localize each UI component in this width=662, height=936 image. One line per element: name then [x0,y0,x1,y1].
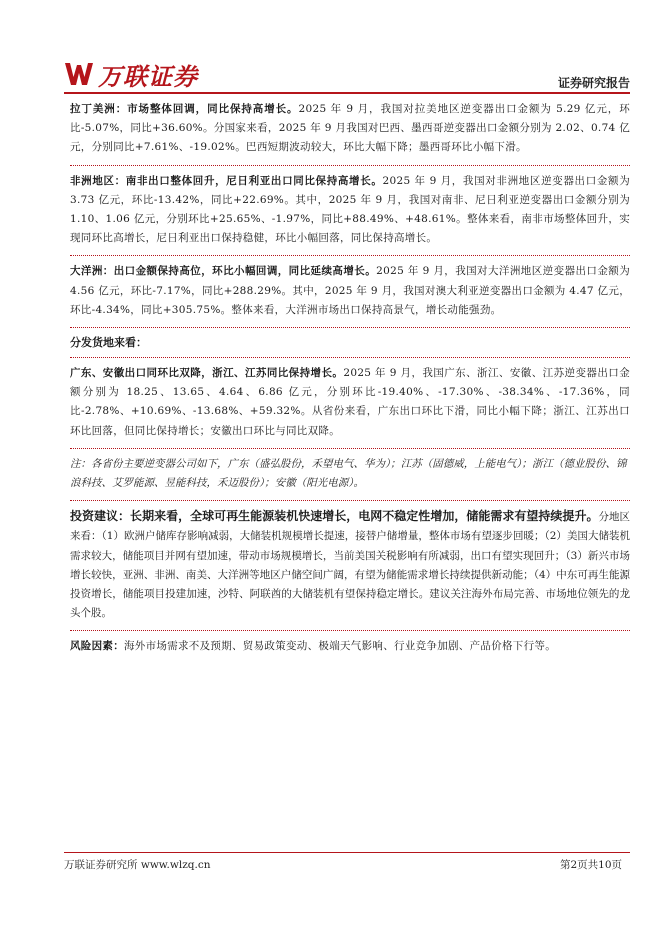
section-divider [70,357,630,358]
africa-paragraph [70,172,630,249]
page-number: 第2页共10页 [559,859,622,871]
africa-lead: 非洲地区：南非出口整体回升，尼日利亚出口同比保持高增长。 [70,174,383,187]
risk-paragraph [70,637,630,656]
provinces-body: 2025 年 9 月，我国广东、浙江、安徽、江苏逆变器出口金额分别为 18.25、13.65、4.64、6.86 亿元，分别环比-19.40%、-17.30%、-38.34%、-17.36%，同比-2.78%、+10.69%、-13.68%、+59.32%。从省份来看，广东出口环比下滑，同比小幅下降；浙江、江苏出口环比回落，但同比保持增长；安徽出口环比与同比双降。 [70,367,630,437]
footer-rule [64,852,630,853]
footer-source: 万联证券研究所 www.wlzq.cn [64,859,211,871]
wanlian-logo-icon [64,61,94,87]
company-logo [64,58,198,90]
oceania-paragraph [70,262,630,320]
logo-text: 万联证券 [98,62,198,91]
investment-body: 分地区来看：（1）欧洲户储库存影响减弱，大储装机规模增长提速，接替户储增量，整体市场有望逐步回暖；（2）美国大储装机需求较大，储能项目并网有望加速，带动市场规模增长，当前美国关税影响有所减弱，出口有望实现回升；（3）新兴市场增长较快，亚洲、非洲、南美、大洋洲等地区户储空间广阔，有望为储能需求增长持续提供新动能；（4）中东可再生能源投资增长，储能项目投建加速，沙特、阿联酋的大储装机有望保持稳定增长。建议关注海外布局完善、市场地位领先的龙头个股。 [70,511,630,620]
latam-lead: 拉丁美洲：市场整体回调，同比保持高增长。 [70,103,299,115]
section-divider [70,500,630,501]
main-content [70,100,630,657]
investment-lead: 投资建议：长期来看，全球可再生能源装机快速增长，电网不稳定性增加，储能需求有望持续提升。 [70,509,599,524]
by-origin-title: 分发货地来看： [70,336,147,350]
section-divider [70,448,630,449]
section-divider [70,165,630,166]
report-type-label: 证券研究报告 [557,76,630,90]
latam-paragraph [70,100,630,158]
province-companies-note: 注：各省份主要逆变器公司如下，广东（盛弘股份，禾望电气、华为）；江苏（固德威，上能电气）；浙江（德业股份、锦浪科技、艾罗能源、昱能科技，禾迈股份）；安徽（阳光电源）。 [70,457,627,490]
investment-paragraph [70,507,630,623]
risk-body: 海外市场需求不及预期、贸易政策变动、极端天气影响、行业竞争加剧、产品价格下行等。 [124,640,556,653]
provinces-paragraph [70,364,630,441]
header-rule [64,92,630,94]
latam-body: 2025 年 9 月，我国对拉美地区逆变器出口金额为 5.29 亿元，环比-5.07%，同比+36.60%。分国家来看，2025 年 9 月我国对巴西、墨西哥逆变器出口金额分别为 2.02、0.74 亿元，分别同比+7.61%、-19.02%。巴西短期波动较大，环比大幅下降；墨西哥环比小幅下滑。 [70,103,631,154]
provinces-lead: 广东、安徽出口同环比双降，浙江、江苏同比保持增长。 [70,367,344,380]
africa-body: 2025 年 9 月，我国对非洲地区逆变器出口金额为 3.73 亿元，环比-13.42%，同比+22.69%。其中，2025 年 9 月，我国对南非、尼日利亚逆变器出口金额分别为 1.10、1.06 亿元，分别环比+25.65%、-1.97%，同比+88.49%、+48.61%。整体来看，南非市场整体回升，实现同环比高增长，尼日利亚出口保持稳健，环比小幅回落，同比保持高增长。 [70,174,631,245]
oceania-body: 2025 年 9 月，我国对大洋洲地区逆变器出口金额为 4.56 亿元，环比-7.17%，同比+288.29%。其中，2025 年 9 月，我国对澳大利亚逆变器出口金额为 4.47 亿元，环比-4.34%，同比+305.75%。整体来看，大洋洲市场出口保持高景气，增长动能强劲。 [70,265,631,316]
page-header [64,58,630,94]
risk-lead: 风险因素： [70,640,124,653]
section-divider [70,255,630,256]
section-divider [70,630,630,631]
oceania-lead: 大洋洲：出口金额保持高位，环比小幅回调，同比延续高增长。 [70,265,377,278]
section-divider [70,327,630,328]
